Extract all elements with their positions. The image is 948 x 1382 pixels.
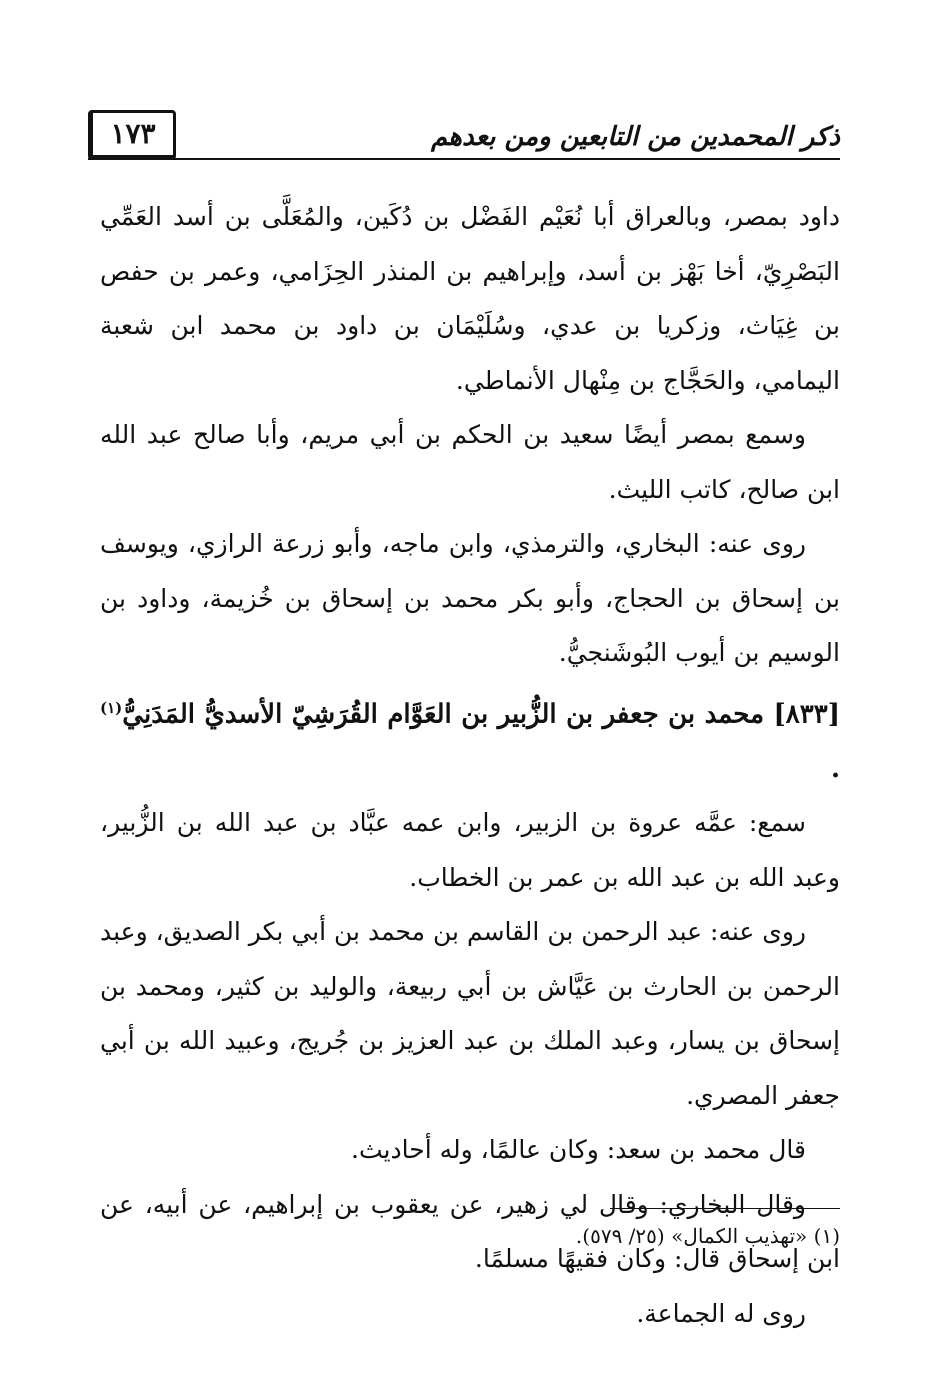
- entry-heading: [100, 681, 840, 797]
- entry-heading-text: [٨٣٣] محمد بن جعفر بن الزُّبير بن العَوَّام القُرَشِيّ الأسديُّ المَدَنِيُّ: [122, 699, 840, 730]
- paragraph: روى عنه: عبد الرحمن بن القاسم بن محمد بن أبي بكر الصديق، وعبد الرحمن بن الحارث بن عَيَّاش بن أبي ربيعة، والوليد بن كثير، ومحمد بن إسحاق بن يسار، وعبد الملك بن عبد العزيز بن جُريج، وعبيد الله بن أبي جعفر المصري.: [100, 917, 840, 1110]
- main-text: [100, 190, 840, 1341]
- entry-heading-end: .: [830, 753, 840, 784]
- page-number: ١٧٣: [88, 110, 176, 160]
- footnote-marker[interactable]: (١): [100, 698, 123, 717]
- running-header-title: ذكر المحمدين من التابعين ومن بعدهم: [431, 122, 840, 152]
- paragraph: وسمع بمصر أيضًا سعيد بن الحكم بن أبي مريم، وأبا صالح عبد الله ابن صالح، كاتب الليث.: [100, 420, 840, 504]
- paragraph: سمع: عمَّه عروة بن الزبير، وابن عمه عبَّاد بن عبد الله بن الزُّبير، وعبد الله بن عبد الله بن عمر بن الخطاب.: [100, 808, 840, 892]
- paragraph: روى عنه: البخاري، والترمذي، وابن ماجه، وأبو زرعة الرازي، ويوسف بن إسحاق بن الحجاج، وأبو بكر محمد بن إسحاق بن خُزيمة، وداود بن الوسيم بن أيوب البُوشَنجيُّ.: [100, 529, 840, 667]
- paragraph: داود بمصر، وبالعراق أبا نُعَيْم الفَضْل بن دُكَين، والمُعَلَّى بن أسد العَمِّي البَصْرِيّ، أخا بَهْز بن أسد، وإبراهيم بن المنذر الحِزَامي، وعمر بن حفص بن غِيَاث، وزكريا بن عدي، وسُلَيْمَان بن داود بن محمد ابن شعبة اليمامي، والحَجَّاج بن مِنْهال الأنماطي.: [100, 202, 840, 395]
- paragraph: قال محمد بن سعد: وكان عالمًا، وله أحاديث.: [351, 1135, 806, 1165]
- header-divider: [88, 158, 840, 160]
- footnote: (١) «تهذيب الكمال» (٢٥/ ٥٧٩).: [575, 1224, 840, 1248]
- footnote-divider: [610, 1208, 840, 1209]
- paragraph: روى له الجماعة.: [636, 1298, 806, 1328]
- paragraph: وقال البخاري: وقال لي زهير، عن يعقوب بن إبراهيم، عن أبيه، عن ابن إسحاق قال: وكان فقيهًا مسلمًا.: [100, 1189, 840, 1274]
